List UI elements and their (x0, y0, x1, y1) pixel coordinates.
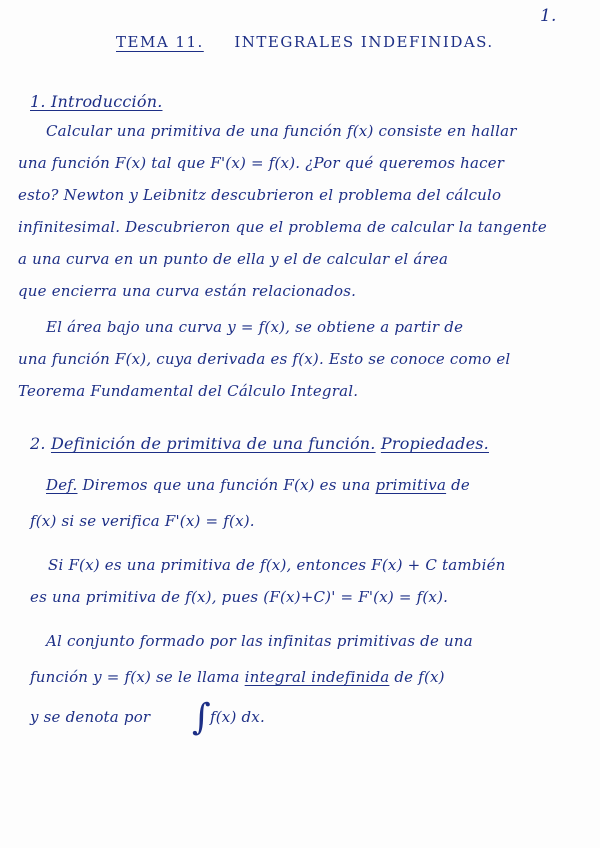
s1b-line-2: una función F(x), cuya derivada es f(x). Esto se conoce como el (18, 350, 511, 368)
page-title (116, 33, 494, 51)
s1-line-1: Calcular una primitiva de una función f(x) consiste en hallar (46, 122, 517, 140)
term-integral-indefinida: integral indefinida (244, 668, 390, 686)
section2-title: Definición de primitiva de una función. (50, 434, 376, 453)
def-label: Def. (46, 476, 78, 494)
para1-line-2: es una primitiva de f(x), pues (F(x)+C)' = F'(x) = f(x). (30, 588, 449, 606)
page-number: 1. (540, 6, 557, 26)
para1-line-1: Si F(x) es una primitiva de f(x), entonces F(x) + C también (48, 556, 506, 574)
def-term-primitiva: primitiva (375, 476, 447, 494)
title-subject: INTEGRALES INDEFINIDAS. (234, 33, 494, 51)
section2-number: 2. (30, 434, 46, 453)
para2-text-c: de f(x) (394, 668, 445, 686)
def-text-c: de (451, 476, 470, 494)
para2-line-2 (30, 668, 445, 686)
def-line-1 (46, 476, 470, 494)
s1-line-3: esto? Newton y Leibnitz descubrieron el problema del cálculo (18, 186, 502, 204)
s1b-line-3: Teorema Fundamental del Cálculo Integral. (18, 382, 359, 400)
def-line-2: f(x) si se verifica F'(x) = f(x). (30, 512, 255, 530)
section2-subtitle: Propiedades. (380, 434, 489, 453)
para2-line-1: Al conjunto formado por las infinitas primitivas de una (46, 632, 473, 650)
para2-text-a: función y = f(x) se le llama (30, 668, 240, 686)
s1-line-2: una función F(x) tal que F'(x) = f(x). ¿Por qué queremos hacer (18, 154, 505, 172)
def-text-a: Diremos que una función F(x) es una (82, 476, 371, 494)
integral-expression: f(x) dx. (210, 708, 265, 726)
s1-line-4: infinitesimal. Descubrieron que el problema de calcular la tangente (18, 218, 547, 236)
section1-heading: 1. Introducción. (30, 92, 163, 111)
section2-heading (30, 434, 489, 453)
s1-line-6: que encierra una curva están relacionados. (18, 282, 357, 300)
title-tema: TEMA 11. (116, 33, 204, 51)
integral-symbol: ∫ (192, 697, 211, 738)
s1b-line-1: El área bajo una curva y = f(x), se obtiene a partir de (46, 318, 464, 336)
s1-line-5: a una curva en un punto de ella y el de calcular el área (18, 250, 449, 268)
para2-line-3: y se denota por (30, 708, 151, 726)
